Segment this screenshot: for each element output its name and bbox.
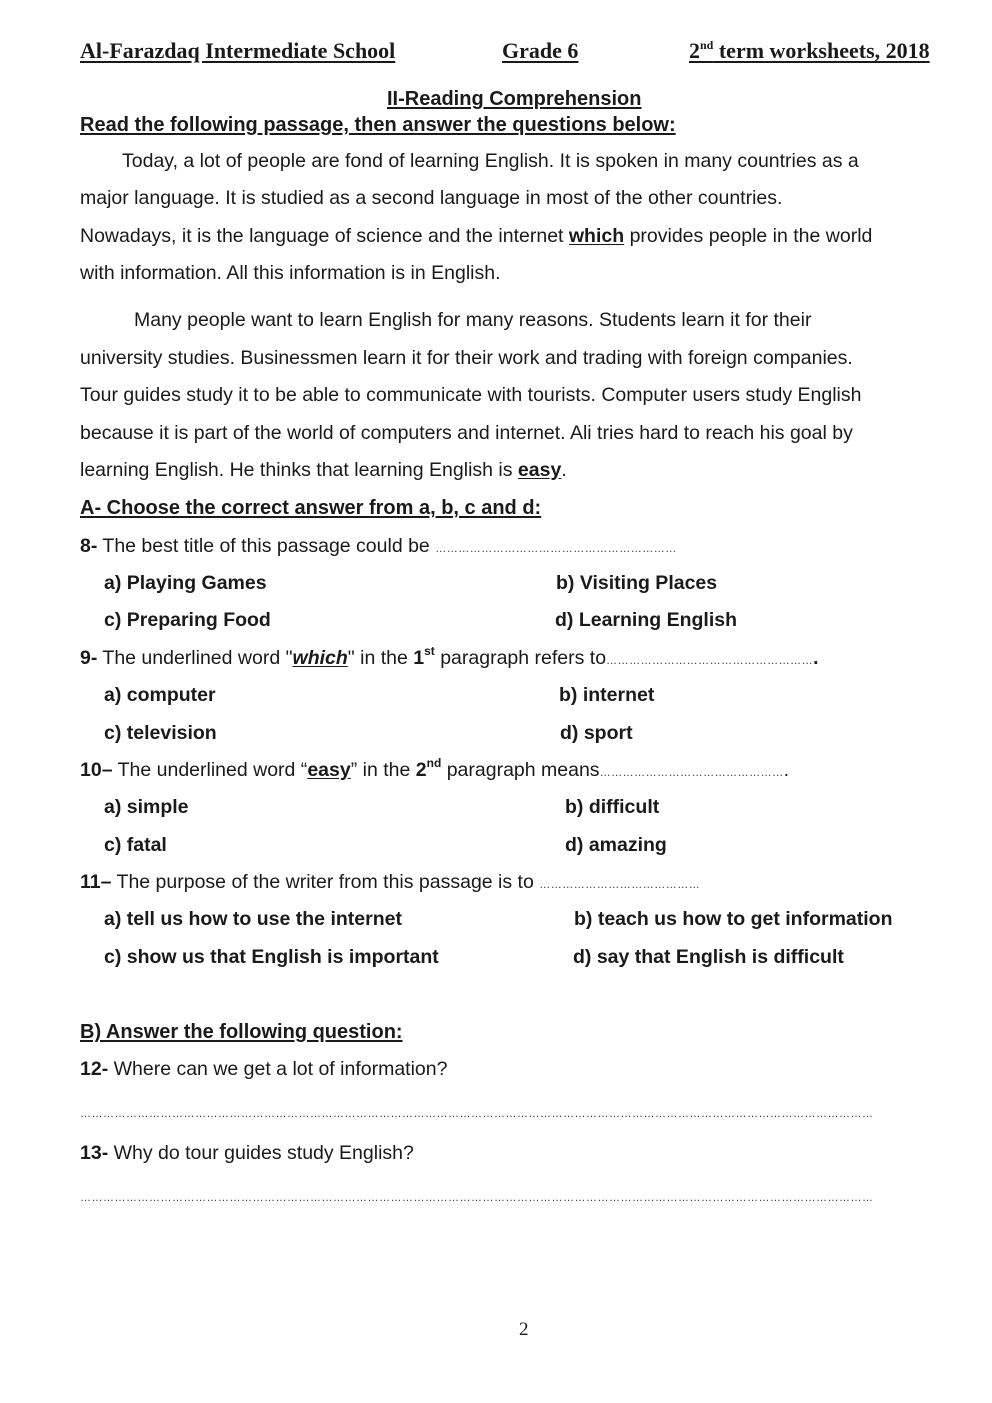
answer-blank[interactable]: ………………………………………………	[606, 655, 814, 667]
question-11: 11– The purpose of the writer from this passage is to ……………………………………	[80, 871, 701, 893]
term-suffix: nd	[700, 38, 714, 52]
question-12: 12- Where can we get a lot of information?	[80, 1058, 448, 1080]
answer-blank[interactable]: ……………………………………	[539, 879, 701, 891]
term-label	[689, 38, 930, 64]
q11-option-c[interactable]: c) show us that English is important	[104, 946, 439, 968]
q8-option-d[interactable]: d) Learning English	[555, 609, 738, 631]
q8-option-c[interactable]: c) Preparing Food	[104, 609, 271, 631]
q10-option-d[interactable]: d) amazing	[565, 834, 667, 856]
q12-answer-line[interactable]: ………………………………………………………………………………………………………………………………………………………………………………………	[80, 1108, 874, 1120]
passage-p1-line2: major language. It is studied as a second language in most of the other countries.	[80, 187, 783, 209]
passage-p1-line4: with information. All this information is in English.	[80, 262, 501, 284]
passage-p2-line4: because it is part of the world of computers and internet. Ali tries hard to reach his goal by	[80, 422, 853, 444]
underlined-word-which: which	[568, 225, 625, 247]
term-number: 2	[689, 38, 700, 63]
q10-option-a[interactable]: a) simple	[104, 796, 189, 818]
section-title: II-Reading Comprehension	[387, 88, 642, 110]
q11-option-a[interactable]: a) tell us how to use the internet	[104, 908, 402, 930]
q9-option-a[interactable]: a) computer	[104, 684, 216, 706]
section-instruction: Read the following passage, then answer the questions below:	[80, 114, 676, 136]
part-b-title: B) Answer the following question:	[80, 1021, 403, 1043]
q13-answer-line[interactable]: ………………………………………………………………………………………………………………………………………………………………………………………	[80, 1192, 874, 1204]
q9-option-c[interactable]: c) television	[104, 722, 217, 744]
underlined-word-easy: easy	[517, 459, 562, 481]
q9-option-d[interactable]: d) sport	[560, 722, 633, 744]
answer-blank[interactable]: ………………………………………………………	[435, 543, 677, 555]
q11-option-b[interactable]: b) teach us how to get information	[574, 908, 893, 930]
page-number: 2	[519, 1319, 529, 1340]
passage-p2-line1: Many people want to learn English for many reasons. Students learn it for their	[134, 309, 812, 331]
q11-option-d[interactable]: d) say that English is difficult	[573, 946, 844, 968]
q10-option-b[interactable]: b) difficult	[565, 796, 660, 818]
q8-option-a[interactable]: a) Playing Games	[104, 572, 267, 594]
term-rest: term worksheets, 2018	[713, 38, 930, 63]
grade-label: Grade 6	[502, 38, 579, 63]
q10-option-c[interactable]: c) fatal	[104, 834, 167, 856]
q9-option-b[interactable]: b) internet	[559, 684, 655, 706]
question-13: 13- Why do tour guides study English?	[80, 1142, 414, 1164]
answer-blank[interactable]: …………………………………………	[599, 767, 784, 779]
part-a-title: A- Choose the correct answer from a, b, c and d:	[80, 497, 542, 519]
passage-p2-line2: university studies. Businessmen learn it for their work and trading with foreign companies.	[80, 347, 853, 369]
passage-p1-line1: Today, a lot of people are fond of learning English. It is spoken in many countries as a	[122, 150, 859, 172]
q8-option-b[interactable]: b) Visiting Places	[556, 572, 718, 594]
school-name: Al-Farazdaq Intermediate School	[80, 38, 396, 63]
question-10: 10– The underlined word “easy” in the 2nd paragraph means………………………………………….	[80, 756, 789, 781]
passage-p2-line3: Tour guides study it to be able to communicate with tourists. Computer users study English	[80, 384, 862, 406]
passage-p1-line3: Nowadays, it is the language of science and the internet which provides people in the world	[80, 225, 873, 247]
passage-p2-line5: learning English. He thinks that learning English is easy.	[80, 459, 567, 481]
question-9: 9- The underlined word "which" in the 1st paragraph refers to……………………………………………….	[80, 644, 819, 669]
question-8: 8- The best title of this passage could be ………………………………………………………	[80, 535, 677, 557]
